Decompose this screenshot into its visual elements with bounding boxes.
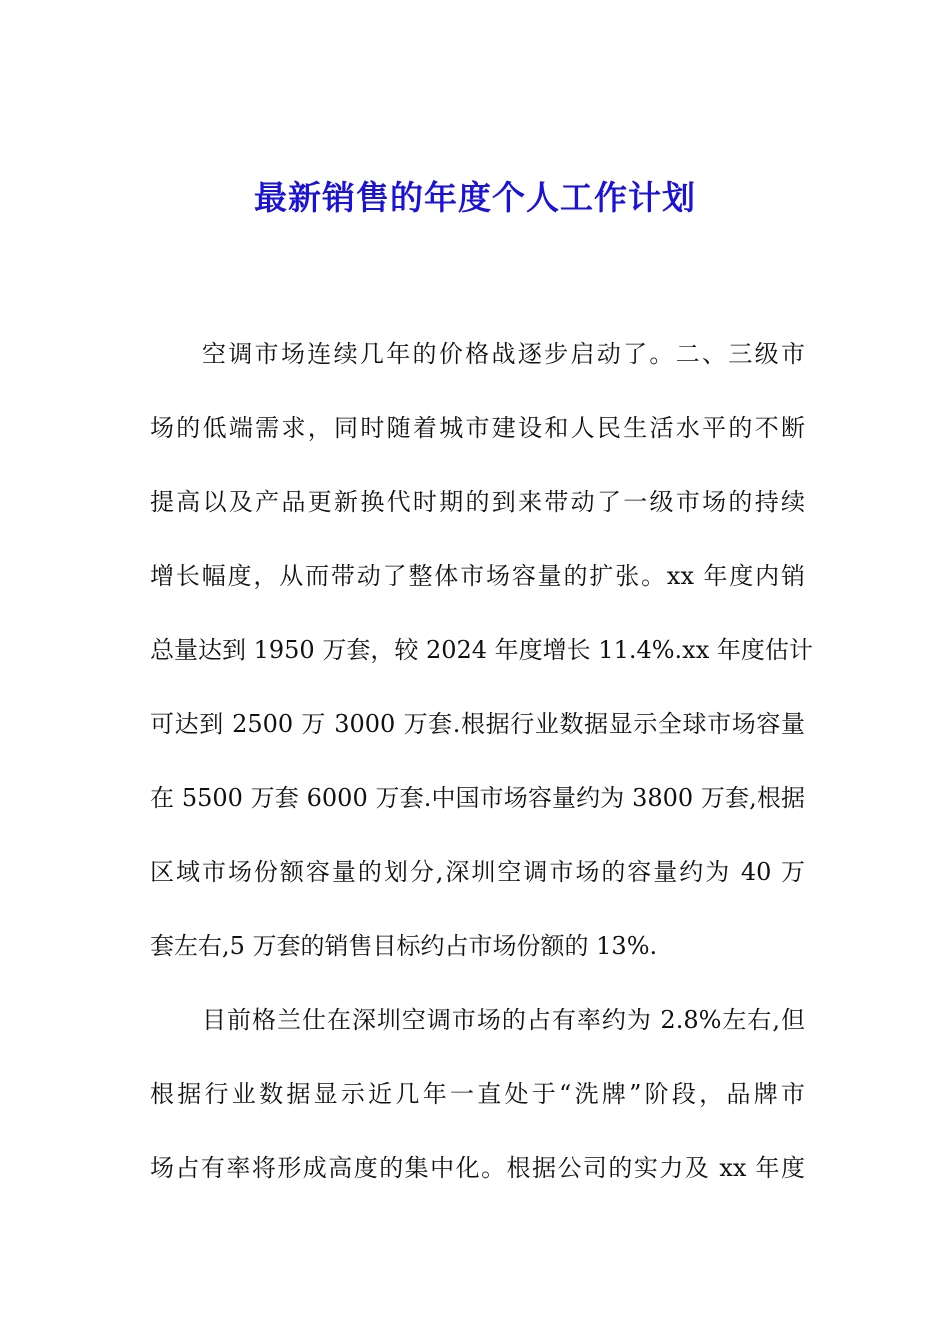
text-line: 在 5500 万套 6000 万套.中国市场容量约为 3800 万套,根据: [150, 784, 805, 812]
text-line: 总量达到 1950 万套，较 2024 年度增长 11.4%.xx 年度估计: [150, 636, 813, 664]
document-body: [150, 332, 813, 1220]
text-line: 场的低端需求，同时随着城市建设和人民生活水平的不断: [150, 414, 805, 442]
text-line: 目前格兰仕在深圳空调市场的占有率约为 2.8%左右,但: [202, 1006, 805, 1034]
text-line: 可达到 2500 万 3000 万套.根据行业数据显示全球市场容量: [150, 710, 805, 738]
text-line: 增长幅度，从而带动了整体市场容量的扩张。xx 年度内销: [150, 562, 805, 590]
document-title: 最新销售的年度个人工作计划: [254, 178, 696, 217]
paragraph-1: [150, 332, 813, 998]
text-line: 场占有率将形成高度的集中化。根据公司的实力及 xx 年度: [150, 1154, 805, 1182]
text-line: 空调市场连续几年的价格战逐步启动了。二、三级市: [202, 340, 805, 368]
text-line: 套左右,5 万套的销售目标约占市场份额的 13%.: [150, 932, 658, 960]
paragraph-2: [150, 998, 805, 1220]
text-line: 提高以及产品更新换代时期的到来带动了一级市场的持续: [150, 488, 805, 516]
text-line: 根据行业数据显示近几年一直处于“洗牌”阶段，品牌市: [150, 1080, 805, 1108]
text-line: 区域市场份额容量的划分,深圳空调市场的容量约为 40 万: [150, 858, 805, 886]
